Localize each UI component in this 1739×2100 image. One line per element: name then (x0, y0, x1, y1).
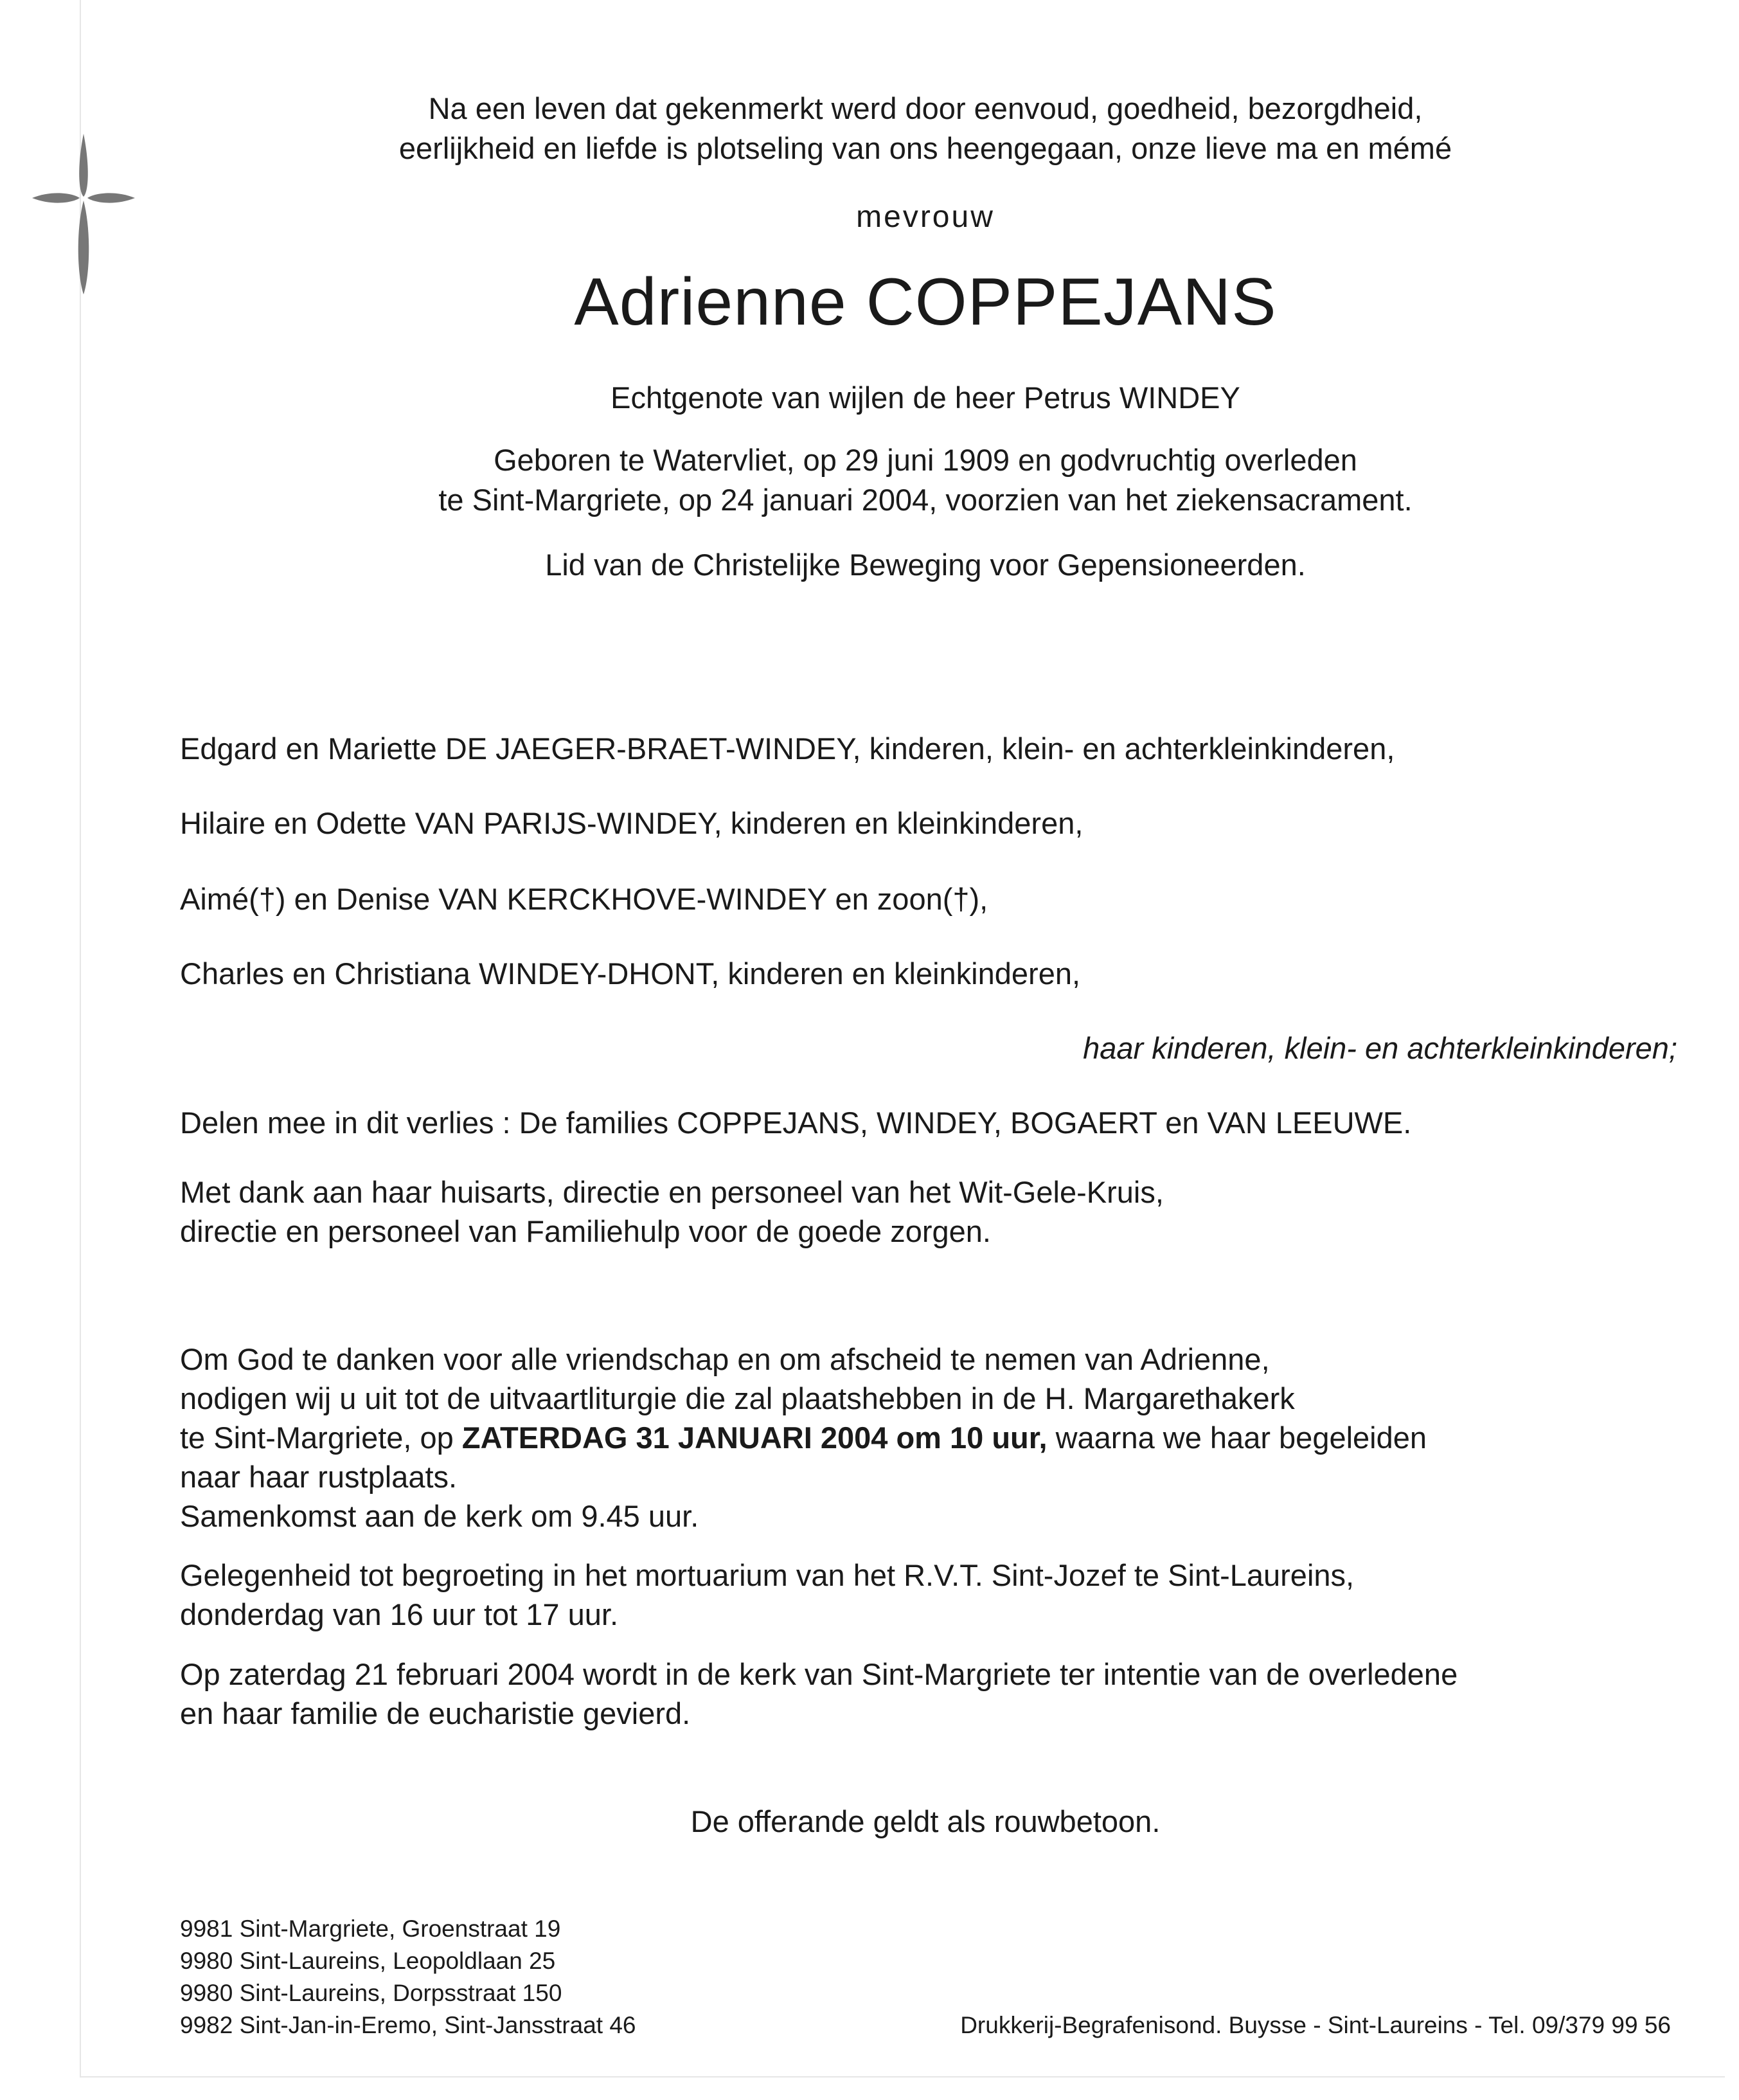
spouse-line: Echtgenote van wijlen de heer Petrus WINDEY (611, 381, 1240, 415)
ceremony-line-2: nodigen wij u uit tot de uitvaartliturgie die zal plaatshebben in de H. Margarethakerk (180, 1381, 1295, 1415)
cross-icon (32, 134, 135, 294)
title-mevrouw: mevrouw (856, 200, 995, 234)
ceremony-line-1: Om God te danken voor alle vriendschap en om afscheid te nemen van Adrienne, (180, 1342, 1270, 1376)
membership-line: Lid van de Christelijke Beweging voor Gepensioneerden. (545, 548, 1306, 582)
eucharist-line-2: en haar familie de eucharistie gevierd. (180, 1696, 691, 1730)
deceased-name: Adrienne COPPEJANS (574, 265, 1277, 339)
address-line: 9981 Sint-Margriete, Groenstraat 19 (180, 1916, 561, 1942)
thanks-line-2: directie en personeel van Familiehulp voor de goede zorgen. (180, 1214, 991, 1248)
thanks-line-1: Met dank aan haar huisarts, directie en personeel van het Wit-Gele-Kruis, (180, 1175, 1164, 1209)
birth-death-line-2: te Sint-Margriete, op 24 januari 2004, voorzien van het ziekensacrament. (438, 483, 1413, 517)
eucharist-line-1: Op zaterdag 21 februari 2004 wordt in de kerk van Sint-Margriete ter intentie van de overledene (180, 1657, 1458, 1691)
offering-line: De offerande geldt als rouwbetoon. (690, 1804, 1161, 1838)
printer-credit: Drukkerij-Begrafenisond. Buysse - Sint-Laureins - Tel. 09/379 99 56 (960, 2012, 1671, 2038)
ceremony-line-3-suffix: waarna we haar begeleiden (1047, 1421, 1427, 1455)
share-loss-line: Delen mee in dit verlies : De families COPPEJANS, WINDEY, BOGAERT en VAN LEEUWE. (180, 1106, 1412, 1140)
ceremony-line-3 (180, 1418, 1427, 1458)
address-line: 9980 Sint-Laureins, Dorpsstraat 150 (180, 1980, 562, 2006)
page-edge-left (80, 0, 81, 2078)
family-line: Charles en Christiana WINDEY-DHONT, kinderen en kleinkinderen, (180, 956, 1081, 991)
family-line: Aimé(†) en Denise VAN KERCKHOVE-WINDEY en zoon(†), (180, 882, 988, 916)
family-line: Hilaire en Odette VAN PARIJS-WINDEY, kinderen en kleinkinderen, (180, 806, 1084, 840)
ceremony-line-5: Samenkomst aan de kerk om 9.45 uur. (180, 1499, 699, 1533)
ceremony-line-4: naar haar rustplaats. (180, 1460, 458, 1494)
ceremony-date-bold: ZATERDAG 31 JANUARI 2004 om 10 uur, (461, 1421, 1048, 1455)
intro-line-1: Na een leven dat gekenmerkt werd door eenvoud, goedheid, bezorgdheid, (428, 91, 1423, 125)
address-line: 9980 Sint-Laureins, Leopoldlaan 25 (180, 1948, 556, 1974)
ceremony-line-3-prefix: te Sint-Margriete, op (180, 1421, 462, 1455)
visitation-line-2: donderdag van 16 uur tot 17 uur. (180, 1597, 619, 1631)
family-summary: haar kinderen, klein- en achterkleinkinderen; (1083, 1031, 1677, 1065)
visitation-line-1: Gelegenheid tot begroeting in het mortuarium van het R.V.T. Sint-Jozef te Sint-Laureins, (180, 1558, 1355, 1592)
page-edge-bottom (80, 2076, 1725, 2078)
birth-death-line-1: Geboren te Watervliet, op 29 juni 1909 en godvruchtig overleden (494, 443, 1357, 477)
intro-line-2: eerlijkheid en liefde is plotseling van ons heengegaan, onze lieve ma en mémé (398, 131, 1452, 165)
address-line: 9982 Sint-Jan-in-Eremo, Sint-Jansstraat 46 (180, 2012, 636, 2038)
family-line: Edgard en Mariette DE JAEGER-BRAET-WINDEY, kinderen, klein- en achterkleinkinderen, (180, 731, 1395, 766)
